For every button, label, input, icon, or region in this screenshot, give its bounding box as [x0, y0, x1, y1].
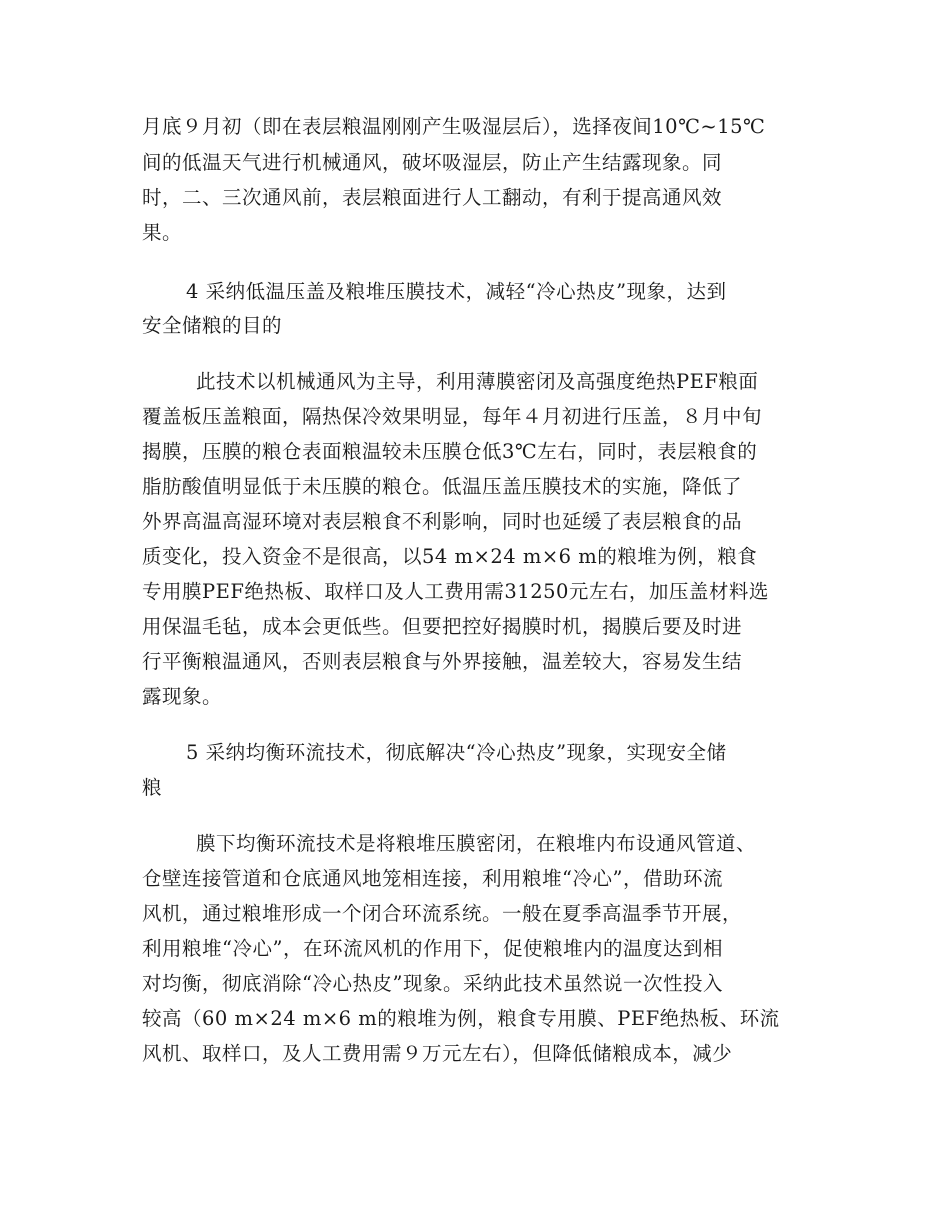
body-text-line: 较高（60 m×24 m×6 m的粮堆为例，粮食专用膜、PEF绝热板、环流: [142, 1007, 780, 1030]
body-text-line: 利用粮堆“冷心”，在环流风机的作用下，促使粮堆内的温度达到相: [142, 937, 723, 960]
section-heading: 粮: [142, 776, 163, 799]
section-heading: 4 采纳低温压盖及粮堆压膜技术，减轻“冷心热皮”现象，达到: [186, 280, 727, 303]
body-text-line: 间的低温天气进行机械通风，破坏吸湿层，防止产生结露现象。同: [142, 151, 723, 174]
body-text-line: 质变化，投入资金不是很高，以54 m×24 m×6 m的粮堆为例，粮食: [142, 545, 758, 568]
body-text-line: 膜下均衡环流技术是将粮堆压膜密闭，在粮堆内布设通风管道、: [196, 832, 757, 855]
body-text-line: 果。: [142, 221, 183, 244]
body-text-line: 露现象。: [142, 685, 223, 708]
body-text-line: 覆盖板压盖粮面，隔热保冷效果明显，每年４月初进行压盖，８月中旬: [142, 405, 763, 428]
body-text-line: 对均衡，彻底消除“冷心热皮”现象。采纳此技术虽然说一次性投入: [142, 972, 723, 995]
body-text-line: 脂肪酸值明显低于未压膜的粮仓。低温压盖压膜技术的实施，降低了: [142, 475, 743, 498]
body-text-line: 行平衡粮温通风，否则表层粮食与外界接触，温差较大，容易发生结: [142, 650, 743, 673]
body-text-line: 此技术以机械通风为主导，利用薄膜密闭及高强度绝热PEF粮面: [196, 370, 759, 393]
body-text-line: 时，二、三次通风前，表层粮面进行人工翻动，有利于提高通风效: [142, 186, 723, 209]
body-text-line: 月底９月初（即在表层粮温刚刚产生吸湿层后），选择夜间10℃~15℃: [142, 115, 766, 138]
section-heading: 5 采纳均衡环流技术，彻底解决“冷心热皮”现象，实现安全储: [186, 741, 727, 764]
body-text-line: 风机、取样口，及人工费用需９万元左右），但降低储粮成本，减少: [142, 1042, 733, 1065]
body-text-line: 风机，通过粮堆形成一个闭合环流系统。一般在夏季高温季节开展，: [142, 902, 743, 925]
section-heading: 安全储粮的目的: [142, 314, 283, 337]
body-text-line: 专用膜PEF绝热板、取样口及人工费用需31250元左右，加压盖材料选: [142, 580, 769, 603]
body-text-line: 仓壁连接管道和仓底通风地笼相连接，利用粮堆“冷心”，借助环流: [142, 867, 723, 890]
body-text-line: 外界高温高湿环境对表层粮食不利影响，同时也延缓了表层粮食的品: [142, 510, 743, 533]
body-text-line: 用保温毛毡，成本会更低些。但要把控好揭膜时机，揭膜后要及时进: [142, 615, 743, 638]
body-text-line: 揭膜，压膜的粮仓表面粮温较未压膜仓低3℃左右，同时，表层粮食的: [142, 440, 758, 463]
